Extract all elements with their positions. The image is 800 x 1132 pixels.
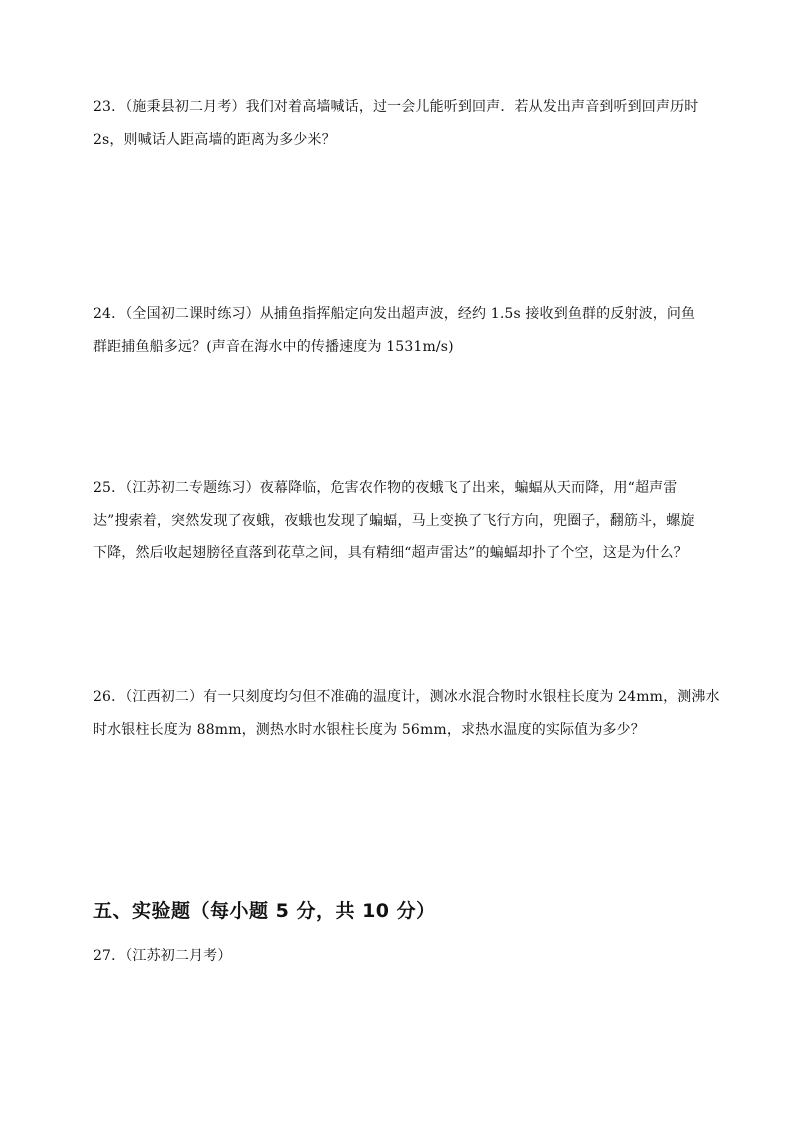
question-25-line-1: 25．（江苏初二专题练习）夜幕降临，危害农作物的夜蛾飞了出来，蝙蝠从天而降，用“超声雷 <box>93 480 678 496</box>
section-title: 五、实验题（每小题 5 分，共 10 分） <box>93 900 436 922</box>
question-25-line-2: 达”搜索着，突然发现了夜蛾，夜蛾也发现了蝙蝠，马上变换了飞行方向，兜圈子，翻筋斗，螺旋 <box>93 512 695 529</box>
question-27-line-1: 27．（江苏初二月考） <box>93 948 232 964</box>
question-24-line-1: 24．（全国初二课时练习）从捕鱼指挥船定向发出超声波，经约 1.5s 接收到鱼群的反射波，问鱼 <box>93 306 696 322</box>
question-26 <box>93 681 720 746</box>
question-24-line-2: 群距捕鱼船多远？(声音在海水中的传播速度为 1531m/s) <box>93 338 454 355</box>
question-25 <box>93 472 708 570</box>
question-25-line-3: 下降，然后收起翅膀径直落到花草之间，具有精细“超声雷达”的蝙蝠却扑了个空，这是为什么？ <box>93 545 688 561</box>
question-23-line-1: 23．（施秉县初二月考）我们对着高墙喊话，过一会儿能听到回声．若从发出声音到听到回声历时 <box>93 99 699 115</box>
question-26-line-1: 26．（江西初二）有一只刻度均匀但不准确的温度计，测冰水混合物时水银柱长度为 24mm，测沸水 <box>93 689 720 705</box>
question-24 <box>93 298 708 363</box>
question-23 <box>93 91 708 156</box>
question-27 <box>93 940 708 973</box>
question-23-line-2: 2s，则喊话人距高墙的距离为多少米？ <box>93 131 336 148</box>
question-26-line-2: 时水银柱长度为 88mm，测热水时水银柱长度为 56mm，求热水温度的实际值为多少？ <box>93 721 645 738</box>
